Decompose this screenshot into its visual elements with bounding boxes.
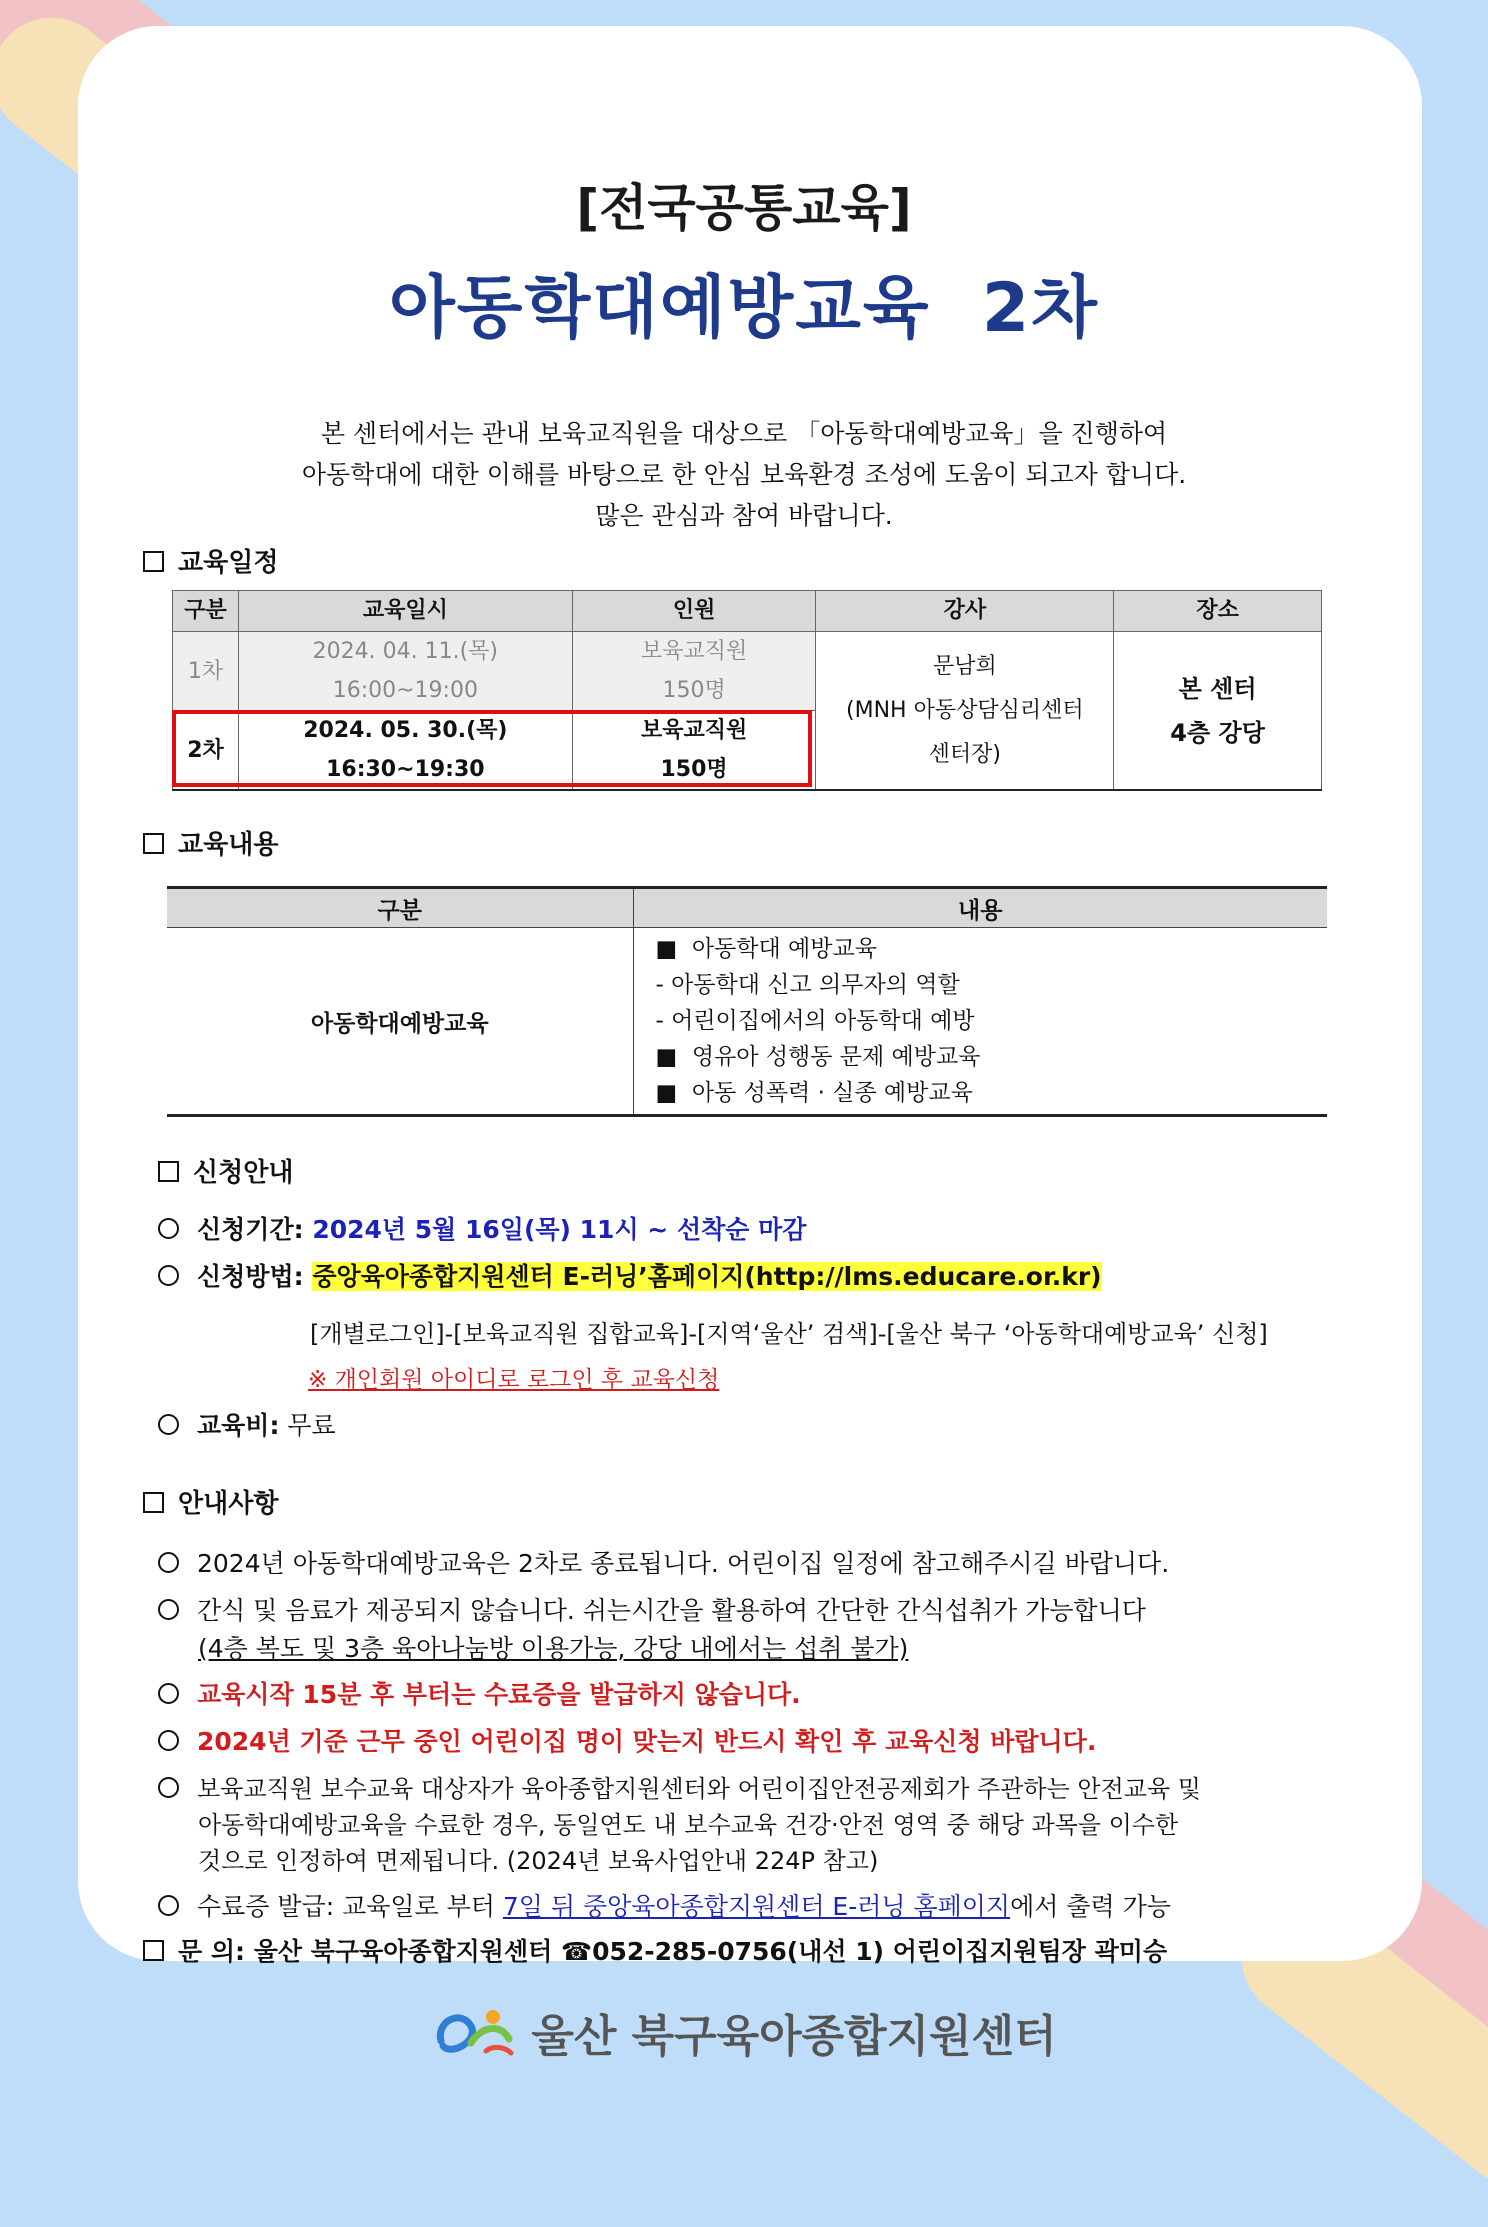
highlight-box: [172, 710, 812, 787]
circle-bullet-icon: [158, 1552, 179, 1573]
checkbox-square-icon: [143, 1492, 164, 1513]
notice-item-6: 수료증 발급: 교육일로 부터 7일 뒤 중앙육아종합지원센터 E-러닝 홈페이지에서 출력 가능: [158, 1887, 1171, 1923]
list-item: - 아동학대 신고 의무자의 역할: [655, 972, 960, 998]
header-cell: 내용: [633, 888, 1327, 928]
apply-period: 신청기간: 2024년 5월 16일(목) 11시 ~ 선착순 마감: [158, 1210, 806, 1246]
schedule-section-title: 교육일정: [143, 542, 278, 579]
place-cell: [1114, 632, 1322, 791]
place-line-2: 4층 강당: [1170, 718, 1265, 747]
content-header-row: [167, 888, 1327, 928]
elearning-link[interactable]: 7일 뒤 중앙육아종합지원센터 E-러닝 홈페이지: [502, 1892, 1011, 1921]
list-item: ■ 아동학대 예방교육: [655, 936, 877, 962]
target-cell: 보육교직원: [572, 632, 816, 672]
notice-item-2-detail: (4층 복도 및 3층 육아나눔방 이용가능, 강당 내에서는 섭취 불가): [198, 1634, 909, 1663]
date-cell: 2024. 04. 11.(목): [238, 632, 572, 672]
instructor-cell: [816, 632, 1114, 791]
intro-line-1: 본 센터에서는 관내 보육교직원을 대상으로 「아동학대예방교육」을 진행하여: [320, 419, 1168, 448]
instructor-name: 문남희: [932, 653, 997, 679]
circle-bullet-icon: [158, 1265, 179, 1286]
intro-line-3: 많은 관심과 참여 바랍니다.: [595, 501, 893, 530]
schedule-header-row: [173, 591, 1322, 632]
header-cell: 인원: [572, 591, 816, 632]
checkbox-square-icon: [143, 833, 164, 854]
count-cell: 150명: [572, 671, 816, 711]
circle-bullet-icon: [158, 1599, 179, 1620]
header-cell: 장소: [1114, 591, 1322, 632]
checkbox-square-icon: [158, 1161, 179, 1182]
notice-item-2: 간식 및 음료가 제공되지 않습니다. 쉬는시간을 활용하여 간단한 간식섭취가 가능합니다: [158, 1591, 1146, 1627]
header-cell: 강사: [816, 591, 1114, 632]
apply-method: 신청방법: 중앙육아종합지원센터 E-러닝’홈페이지(http://lms.educare.or.kr): [158, 1257, 1102, 1293]
notice-item-3: 교육시작 15분 후 부터는 수료증을 발급하지 않습니다.: [158, 1675, 801, 1711]
content-list: [633, 928, 1327, 1116]
apply-fee: 교육비: 무료: [158, 1406, 336, 1442]
apply-method-link[interactable]: 중앙육아종합지원센터 E-러닝’홈페이지(http://lms.educare.or.kr): [312, 1262, 1102, 1291]
header-cell: 구분: [173, 591, 239, 632]
circle-bullet-icon: [158, 1895, 179, 1916]
checkbox-square-icon: [143, 1940, 164, 1961]
notice-item-1: 2024년 아동학대예방교육은 2차로 종료됩니다. 어린이집 일정에 참고해주시길 바랍니다.: [158, 1544, 1169, 1580]
page-title: 아동학대예방교육 2차: [389, 269, 1099, 348]
header-cell: 구분: [167, 888, 633, 928]
place-line-1: 본 센터: [1178, 674, 1257, 703]
apply-path: [개별로그인]-[보육교직원 집합교육]-[지역‘울산’ 검색]-[울산 북구 ‘아동학대예방교육’ 신청]: [310, 1320, 1268, 1348]
content-section-title: 교육내용: [143, 824, 278, 861]
apply-section-title: 신청안내: [158, 1152, 293, 1189]
time-cell: 16:00~19:00: [238, 671, 572, 711]
schedule-row-1: [173, 632, 1322, 672]
circle-bullet-icon: [158, 1683, 179, 1704]
list-item: - 어린이집에서의 아동학대 예방: [655, 1008, 975, 1034]
footer-org: 울산 북구육아종합지원센터: [0, 2000, 1488, 2064]
instructor-affil-1: (MNH 아동상담심리센터: [846, 697, 1084, 723]
content-category: 아동학대예방교육: [167, 928, 633, 1116]
circle-bullet-icon: [158, 1218, 179, 1239]
checkbox-square-icon: [143, 551, 164, 572]
notice-section-title: 안내사항: [143, 1483, 278, 1520]
notice-item-4: 2024년 기준 근무 중인 어린이집 명이 맞는지 반드시 확인 후 교육신청 바랍니다.: [158, 1722, 1096, 1758]
category-heading: [전국공통교육]: [576, 179, 912, 237]
contact-line: 문 의: 울산 북구육아종합지원센터 ☎052-285-0756(내선 1) 어린이집지원팀장 곽미승: [143, 1932, 1167, 1968]
header-cell: 교육일시: [238, 591, 572, 632]
instructor-affil-2: 센터장): [928, 741, 1001, 767]
content-table: [167, 886, 1327, 1117]
time-cell: 16:30~19:30: [238, 750, 572, 790]
org-logo-icon: [431, 2001, 521, 2061]
circle-bullet-icon: [158, 1414, 179, 1435]
circle-bullet-icon: [158, 1730, 179, 1751]
round-cell: 1차: [173, 632, 239, 711]
apply-note: ※ 개인회원 아이디로 로그인 후 교육신청: [308, 1367, 720, 1393]
count-cell: 150명: [572, 750, 816, 790]
date-cell: 2024. 05. 30.(목): [238, 711, 572, 751]
intro-line-2: 아동학대에 대한 이해를 바탕으로 한 안심 보육환경 조성에 도움이 되고자 합니다.: [301, 460, 1187, 489]
circle-bullet-icon: [158, 1777, 179, 1798]
notice-item-5: 보육교직원 보수교육 대상자가 육아종합지원센터와 어린이집안전공제회가 주관하는 안전교육 및: [158, 1769, 1201, 1804]
apply-period-value: 2024년 5월 16일(목) 11시 ~ 선착순 마감: [312, 1215, 807, 1244]
notice-item-5-line-3: 것으로 인정하여 면제됩니다. (2024년 보육사업안내 224P 참고): [198, 1847, 879, 1875]
notice-item-5-line-2: 아동학대예방교육을 수료한 경우, 동일연도 내 보수교육 건강·안전 영역 중 해당 과목을 이수한: [198, 1811, 1179, 1839]
round-cell: 2차: [173, 711, 239, 791]
target-cell: 보육교직원: [572, 711, 816, 751]
list-item: ■ 영유아 성행동 문제 예방교육: [655, 1044, 981, 1070]
list-item: ■ 아동 성폭력 · 실종 예방교육: [655, 1080, 973, 1106]
content-row: [167, 928, 1327, 1116]
